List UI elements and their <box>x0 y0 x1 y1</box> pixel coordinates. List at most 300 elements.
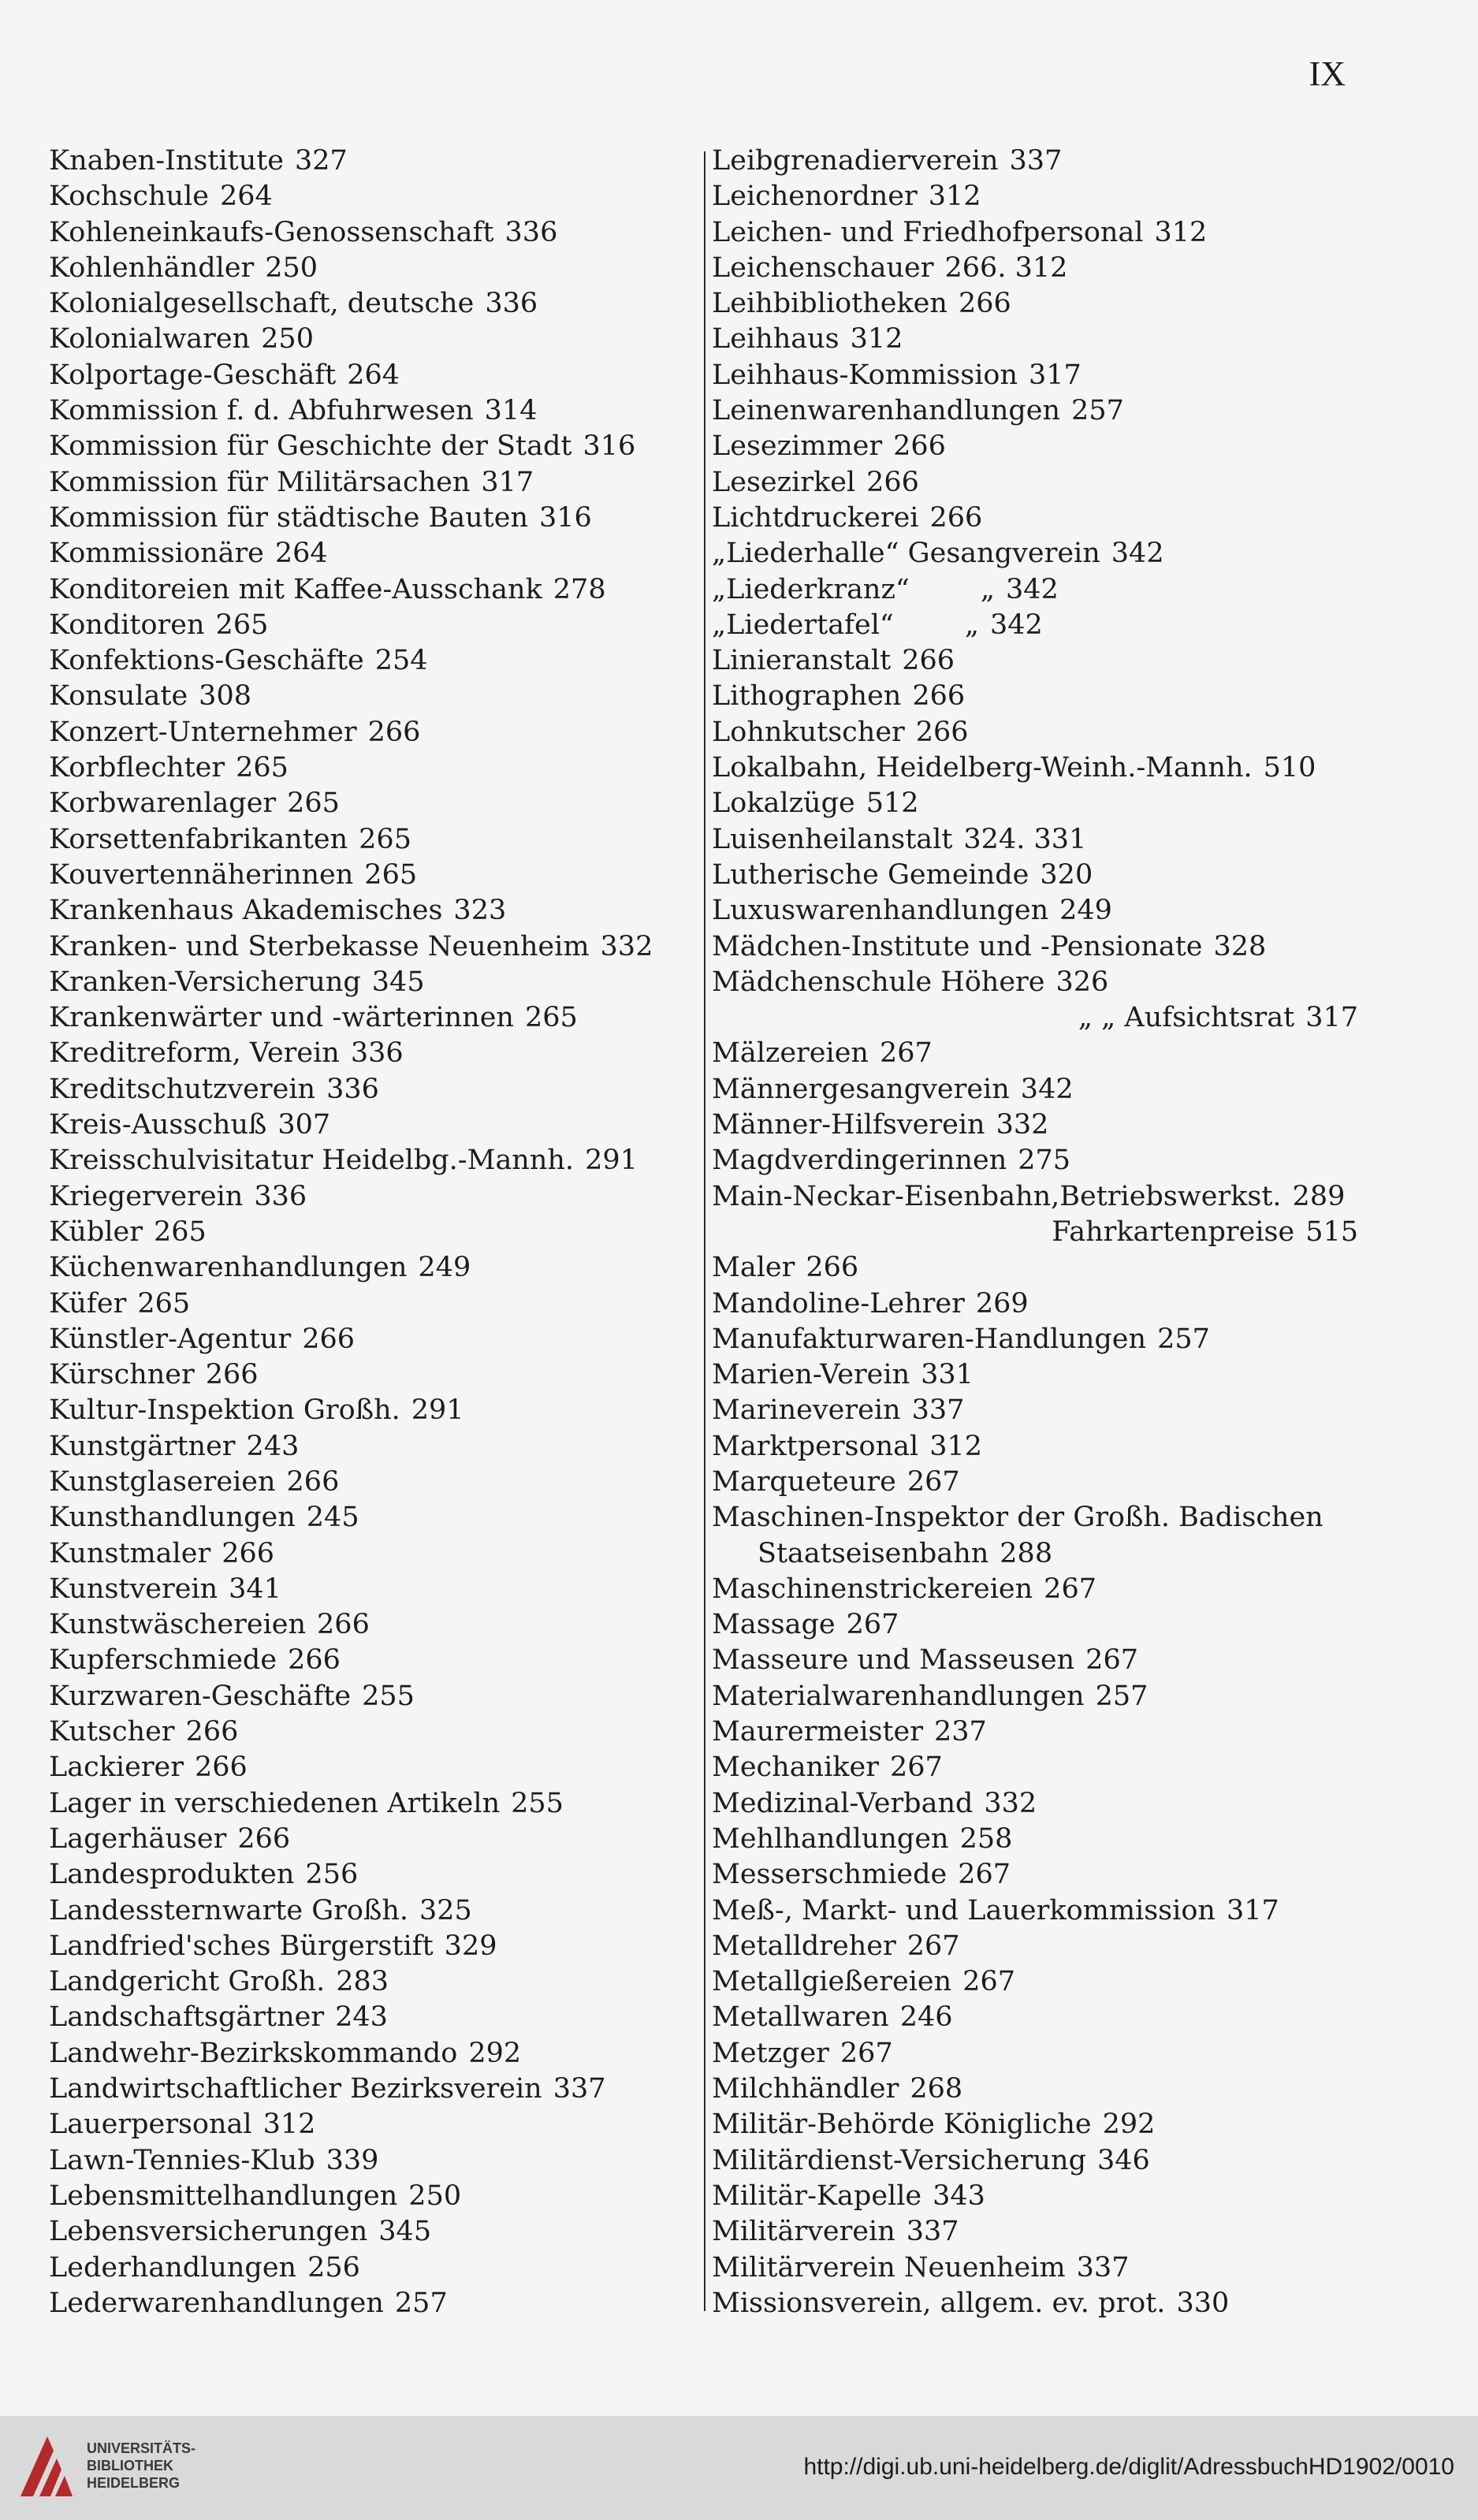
index-entry <box>49 608 695 643</box>
index-entry <box>49 1250 695 1286</box>
entry-page-number: 337 <box>553 2073 606 2105</box>
index-entry <box>712 358 1358 393</box>
index-entry <box>712 251 1358 286</box>
entry-title: Kultur-Inspektion Großh. <box>49 1394 400 1427</box>
entry-page-number: 266 <box>317 1609 370 1641</box>
entry-page-number: 325 <box>419 1894 472 1926</box>
entry-page-number: 342 <box>1020 1073 1074 1105</box>
index-entry <box>712 429 1358 464</box>
index-entry <box>712 1679 1358 1714</box>
entry-title: Marktpersonal <box>712 1430 919 1462</box>
index-entry <box>712 2179 1358 2214</box>
entry-page-number: 243 <box>335 2001 388 2034</box>
footer-bar <box>0 2416 1478 2520</box>
entry-title: Marineverein <box>712 1394 901 1427</box>
entry-page-number: 317 <box>1305 1002 1358 1034</box>
index-entry <box>49 1857 695 1893</box>
entry-page-number: 254 <box>374 645 428 677</box>
entry-page-number: 267 <box>907 1465 960 1498</box>
index-entry <box>49 1929 695 1964</box>
left-index-column <box>49 143 695 2321</box>
index-entry <box>712 2214 1358 2250</box>
entry-title: Küchenwarenhandlungen <box>49 1252 408 1284</box>
index-entry <box>712 1536 1358 1572</box>
index-entry <box>712 2071 1358 2107</box>
index-entry <box>712 1857 1358 1893</box>
entry-page-number: 316 <box>539 501 592 534</box>
index-entry <box>49 929 695 965</box>
entry-page-number: 257 <box>1095 1680 1149 1712</box>
index-entry <box>49 2071 695 2107</box>
entry-title: Kommission für Geschichte der Stadt <box>49 430 572 463</box>
entry-title: Männergesangverein <box>712 1073 1010 1105</box>
index-entry <box>49 1679 695 1714</box>
entry-page-number: 345 <box>371 966 425 998</box>
entry-title: Kreditschutzverein <box>49 1073 316 1105</box>
index-entry <box>49 750 695 786</box>
entry-title: Landesprodukten <box>49 1859 295 1891</box>
entry-title: Lithographen <box>712 680 902 713</box>
index-entry <box>49 1286 695 1322</box>
index-entry <box>49 1000 695 1036</box>
index-entry <box>712 2000 1358 2035</box>
entry-page-number: 337 <box>911 1394 965 1427</box>
entry-page-number: 332 <box>600 930 653 962</box>
entry-page-number: 317 <box>1029 359 1082 391</box>
index-entry <box>49 1572 695 1607</box>
entry-title: Militärverein <box>712 2216 895 2248</box>
entry-title: Konzert-Unternehmer <box>49 716 357 748</box>
entry-title: Luxuswarenhandlungen <box>712 895 1049 927</box>
index-entry <box>49 2143 695 2179</box>
entry-title: Maschinen-Inspektor der Großh. Badischen <box>712 1502 1323 1534</box>
index-entry <box>49 215 695 251</box>
index-entry <box>49 1500 695 1535</box>
entry-title: Korbwarenlager <box>49 787 277 820</box>
entry-title: Künstler-Agentur <box>49 1323 292 1355</box>
entry-page-number: 515 <box>1305 1215 1358 1248</box>
entry-title: Metallwaren <box>712 2001 889 2034</box>
entry-title: Lagerhäuser <box>49 1822 227 1855</box>
entry-page-number: 266 <box>929 501 983 534</box>
index-entry <box>712 215 1358 251</box>
entry-page-number: 267 <box>1044 1573 1096 1605</box>
index-entry <box>49 2036 695 2071</box>
index-entry <box>49 251 695 286</box>
index-entry <box>712 286 1358 322</box>
entry-title: Lager in verschiedenen Artikeln <box>49 1787 501 1819</box>
index-entry <box>712 536 1358 571</box>
entry-title: Korbflechter <box>49 752 225 784</box>
entry-page-number: 256 <box>305 1859 359 1891</box>
library-name-line1: UNIVERSITÄTS- <box>87 2440 196 2456</box>
entry-page-number: 266 <box>286 1465 340 1498</box>
entry-title: Kolonialwaren <box>49 323 251 355</box>
index-entry <box>49 1357 695 1393</box>
entry-page-number: 336 <box>254 1180 307 1212</box>
index-entry <box>712 1465 1358 1500</box>
index-entry <box>712 2250 1358 2286</box>
entry-title: Lichtdruckerei <box>712 501 919 534</box>
entry-title: Lokalbahn, Heidelberg-Weinh.-Mannh. <box>712 752 1253 784</box>
entry-title: Masseure und Masseusen <box>712 1644 1075 1677</box>
entry-page-number: 330 <box>1176 2287 1230 2319</box>
entry-page-number: 326 <box>1055 966 1109 998</box>
entry-page-number: 258 <box>959 1822 1013 1855</box>
index-entry <box>49 1393 695 1428</box>
entry-title: Mälzereien <box>712 1037 869 1070</box>
entry-page-number: 343 <box>933 2179 985 2212</box>
entry-page-number: 267 <box>1085 1644 1138 1677</box>
index-entry <box>49 572 695 608</box>
index-entry <box>712 1215 1358 1250</box>
entry-page-number: 266 <box>902 645 955 677</box>
index-entry <box>712 501 1358 536</box>
index-entry <box>712 965 1358 1000</box>
index-entry <box>712 393 1358 429</box>
entry-page-number: 265 <box>524 1002 578 1034</box>
entry-title: Kunstmaler <box>49 1537 211 1569</box>
entry-page-number: 265 <box>359 823 411 855</box>
entry-page-number: 266 <box>915 716 969 748</box>
entry-title: Maurermeister <box>712 1716 923 1748</box>
entry-page-number: 329 <box>444 1930 497 1962</box>
index-entry <box>49 1786 695 1822</box>
entry-title: Fahrkartenpreise <box>1052 1215 1295 1248</box>
index-entry <box>49 1215 695 1250</box>
entry-title: Massage <box>712 1609 836 1641</box>
entry-title: Kommission für städtische Bauten <box>49 501 529 534</box>
entry-title: Kochschule <box>49 181 209 213</box>
page-number: IX <box>1309 54 1346 93</box>
entry-title: „ „ Aufsichtsrat <box>1078 1002 1295 1034</box>
entry-title: Lesezimmer <box>712 430 883 463</box>
index-entry <box>49 1143 695 1178</box>
entry-page-number: 257 <box>1157 1323 1210 1355</box>
entry-title: Metallgießereien <box>712 1966 952 1998</box>
index-entry <box>49 179 695 214</box>
entry-title: Mandoline-Lehrer <box>712 1287 965 1320</box>
entry-title: Kolonialgesellschaft, deutsche <box>49 288 475 320</box>
entry-page-number: 336 <box>504 216 558 248</box>
entry-title: Landfried'sches Bürgerstift <box>49 1930 434 1962</box>
index-entry <box>49 2000 695 2035</box>
entry-page-number: 250 <box>408 2179 462 2212</box>
entry-title: Kommission für Militärsachen <box>49 466 471 498</box>
library-logo-icon <box>16 2429 79 2507</box>
entry-page-number: 266 <box>205 1359 259 1391</box>
entry-title: Landwehr-Bezirkskommando <box>49 2037 458 2069</box>
entry-page-number: 307 <box>277 1109 331 1141</box>
index-entry <box>49 1322 695 1357</box>
entry-title: Konfektions-Geschäfte <box>49 645 364 677</box>
entry-page-number: 266 <box>185 1716 239 1748</box>
library-name <box>87 2440 195 2492</box>
index-entry <box>49 2107 695 2142</box>
index-entry <box>712 1393 1358 1428</box>
entry-title: Mädchen-Institute und -Pensionate <box>712 930 1203 962</box>
entry-page-number: 336 <box>485 288 538 320</box>
entry-page-number: 312 <box>928 181 981 213</box>
entry-title: Kohlenhändler <box>49 251 255 284</box>
entry-page-number: 249 <box>418 1252 471 1284</box>
index-entry <box>712 143 1358 179</box>
entry-page-number: 265 <box>153 1215 207 1248</box>
index-entry <box>49 1893 695 1929</box>
entry-title: Krankenwärter und -wärterinnen <box>49 1002 514 1034</box>
entry-title: Landgericht Großh. <box>49 1966 326 1998</box>
entry-page-number: 266. 312 <box>944 251 1068 284</box>
index-entry <box>49 643 695 679</box>
index-entry <box>712 1357 1358 1393</box>
entry-title: Lawn-Tennies-Klub <box>49 2144 315 2176</box>
entry-title: Kreditreform, Verein <box>49 1037 340 1070</box>
index-entry <box>49 1465 695 1500</box>
index-entry <box>49 1750 695 1785</box>
entry-title: Krankenhaus Akademisches <box>49 895 443 927</box>
index-entry <box>712 643 1358 679</box>
entry-title: Kunstgärtner <box>49 1430 236 1462</box>
index-entry <box>49 1536 695 1572</box>
index-entry <box>712 608 1358 643</box>
entry-page-number: 243 <box>246 1430 300 1462</box>
entry-title: Kutscher <box>49 1716 175 1748</box>
entry-page-number: 266 <box>912 680 966 713</box>
entry-title: Leichenordner <box>712 181 918 213</box>
index-entry <box>49 2214 695 2250</box>
index-entry <box>49 1643 695 1678</box>
entry-page-number: 264 <box>347 359 400 391</box>
right-index-column <box>712 143 1358 2321</box>
entry-page-number: 266 <box>806 1252 859 1284</box>
entry-page-number: 337 <box>906 2216 959 2248</box>
entry-title: Lackierer <box>49 1751 184 1784</box>
library-name-line2: BIBLIOTHEK <box>87 2458 173 2473</box>
entry-page-number: 250 <box>261 323 314 355</box>
entry-page-number: 331 <box>921 1359 974 1391</box>
entry-page-number: 278 <box>553 573 606 605</box>
entry-title: Militär-Behörde Königliche <box>712 2109 1092 2141</box>
entry-page-number: 266 <box>866 466 919 498</box>
index-entry <box>712 1714 1358 1750</box>
entry-title: Lesezirkel <box>712 466 856 498</box>
entry-page-number: 342 <box>1111 538 1164 570</box>
entry-title: Konditoreien mit Kaffee-Ausschank <box>49 573 542 605</box>
entry-page-number: 288 <box>1000 1537 1053 1569</box>
index-entry <box>49 1714 695 1750</box>
index-entry <box>712 1036 1358 1071</box>
index-entry <box>49 1036 695 1071</box>
index-entry <box>49 1607 695 1643</box>
entry-page-number: 275 <box>1018 1145 1071 1177</box>
index-entry <box>49 1429 695 1465</box>
index-entry <box>49 501 695 536</box>
index-entry <box>712 1500 1358 1535</box>
entry-title: Lederwarenhandlungen <box>49 2287 384 2319</box>
index-entry <box>712 715 1358 750</box>
index-entry <box>49 893 695 929</box>
index-entry <box>49 2250 695 2286</box>
entry-page-number: 345 <box>378 2216 432 2248</box>
index-entry <box>49 2286 695 2321</box>
index-entry <box>49 536 695 571</box>
entry-title: Kranken- und Sterbekasse Neuenheim <box>49 930 590 962</box>
index-entry <box>712 1107 1358 1143</box>
entry-page-number: 314 <box>484 395 538 427</box>
entry-page-number: 266 <box>222 1537 274 1569</box>
entry-page-number: 249 <box>1059 895 1112 927</box>
entry-page-number: 316 <box>583 430 636 463</box>
entry-title: Lohnkutscher <box>712 716 905 748</box>
entry-title: „Liederhalle“ Gesangverein <box>712 538 1100 570</box>
entry-title: Manufakturwaren-Handlungen <box>712 1323 1147 1355</box>
index-entry <box>49 322 695 357</box>
entry-title: Leichen- und Friedhofpersonal <box>712 216 1144 248</box>
entry-page-number: 337 <box>1076 2251 1130 2284</box>
entry-page-number: 320 <box>1040 858 1093 891</box>
entry-title: Landwirtschaftlicher Bezirksverein <box>49 2073 542 2105</box>
entry-title: „Liedertafel“ <box>712 609 894 641</box>
entry-title: Leihbibliotheken <box>712 288 947 320</box>
entry-page-number: 336 <box>326 1073 379 1105</box>
entry-title: Kunstwäschereien <box>49 1609 307 1641</box>
entry-page-number: 327 <box>295 145 348 177</box>
index-entry <box>712 1929 1358 1964</box>
entry-title: Leihhaus-Kommission <box>712 359 1018 391</box>
entry-title: Leichenschauer <box>712 251 934 284</box>
entry-title: Kreisschulvisitatur Heidelbg.-Mannh. <box>49 1145 575 1177</box>
entry-page-number: 346 <box>1096 2144 1150 2176</box>
entry-title: Landessternwarte Großh. <box>49 1894 409 1926</box>
entry-page-number: 265 <box>236 752 289 784</box>
entry-title: Korsettenfabrikanten <box>49 823 348 855</box>
entry-title: Landschaftsgärtner <box>49 2001 325 2034</box>
index-entry <box>712 679 1358 714</box>
entry-page-number: 266 <box>302 1323 356 1355</box>
entry-page-number: 312 <box>1154 216 1208 248</box>
entry-page-number: 237 <box>934 1716 987 1748</box>
entry-title: Leibgrenadierverein <box>712 145 999 177</box>
entry-title: Lokalzüge <box>712 787 855 820</box>
entry-page-number: 245 <box>306 1502 359 1534</box>
entry-page-number: 308 <box>199 680 251 713</box>
entry-page-number: 266 <box>195 1751 248 1784</box>
entry-title: Konsulate <box>49 680 188 713</box>
entry-page-number: 264 <box>219 181 273 213</box>
entry-page-number: 512 <box>866 787 919 820</box>
entry-page-number: 265 <box>364 858 418 891</box>
entry-title: Kriegerverein <box>49 1180 244 1212</box>
ditto-mark: „ <box>964 609 979 641</box>
index-entry <box>49 465 695 501</box>
entry-page-number: 267 <box>958 1859 1011 1891</box>
index-entry <box>712 893 1358 929</box>
index-entry <box>49 858 695 893</box>
entry-title: Militärdienst-Versicherung <box>712 2144 1086 2176</box>
index-entry <box>712 2143 1358 2179</box>
index-entry <box>712 1750 1358 1785</box>
index-entry <box>712 2036 1358 2071</box>
index-entry <box>49 1072 695 1107</box>
index-entry <box>712 572 1358 608</box>
entry-title: Kohleneinkaufs-Genossenschaft <box>49 216 494 248</box>
index-entry <box>712 1000 1358 1036</box>
entry-title: Mechaniker <box>712 1751 879 1784</box>
entry-page-number: 328 <box>1213 930 1267 962</box>
entry-title: Lederhandlungen <box>49 2251 297 2284</box>
entry-title: Materialwarenhandlungen <box>712 1680 1085 1712</box>
entry-title: Kouvertennäherinnen <box>49 858 354 891</box>
index-entry <box>712 1072 1358 1107</box>
entry-title: Staatseisenbahn <box>758 1537 989 1569</box>
entry-page-number: 341 <box>229 1573 281 1605</box>
entry-title: Kübler <box>49 1215 143 1248</box>
index-entry <box>712 750 1358 786</box>
entry-title: Metzger <box>712 2037 829 2069</box>
index-entry <box>712 1643 1358 1678</box>
entry-page-number: 339 <box>326 2144 379 2176</box>
index-entry <box>712 322 1358 357</box>
entry-page-number: 268 <box>910 2073 963 2105</box>
entry-page-number: 257 <box>394 2287 448 2319</box>
index-entry <box>712 1893 1358 1929</box>
source-url-link[interactable]: http://digi.ub.uni-heidelberg.de/diglit/AdressbuchHD1902/0010 <box>803 2454 1454 2480</box>
entry-title: Kolportage-Geschäft <box>49 359 337 391</box>
entry-page-number: 312 <box>850 323 903 355</box>
entry-page-number: 337 <box>1009 145 1063 177</box>
index-entry <box>712 1822 1358 1857</box>
entry-title: Konditoren <box>49 609 205 641</box>
index-entry <box>49 715 695 750</box>
library-name-line3: HEIDELBERG <box>87 2475 181 2491</box>
entry-page-number: 510 <box>1263 752 1316 784</box>
index-entry <box>712 465 1358 501</box>
entry-title: Maler <box>712 1252 795 1284</box>
index-entry <box>49 965 695 1000</box>
index-entry <box>49 358 695 393</box>
entry-page-number: 256 <box>307 2251 360 2284</box>
entry-page-number: 267 <box>889 1751 943 1784</box>
index-entry <box>49 1107 695 1143</box>
entry-page-number: 255 <box>511 1787 564 1819</box>
index-entry <box>49 393 695 429</box>
index-entry <box>712 1143 1358 1178</box>
index-entry <box>49 822 695 858</box>
entry-title: Kranken-Versicherung <box>49 966 361 998</box>
entry-page-number: 332 <box>984 1787 1037 1819</box>
entry-page-number: 312 <box>929 1430 983 1462</box>
index-entry <box>49 1179 695 1215</box>
entry-title: Missionsverein, allgem. ev. prot. <box>712 2287 1166 2319</box>
entry-page-number: 257 <box>1071 395 1124 427</box>
index-entry <box>712 786 1358 821</box>
entry-title: Lutherische Gemeinde <box>712 858 1029 891</box>
index-entry <box>712 2286 1358 2321</box>
entry-title: Kurzwaren-Geschäfte <box>49 1680 352 1712</box>
entry-page-number: 264 <box>274 538 328 570</box>
entry-title: Lauerpersonal <box>49 2109 252 2141</box>
entry-title: Kupferschmiede <box>49 1644 277 1677</box>
entry-title: Küfer <box>49 1287 127 1320</box>
entry-page-number: 266 <box>958 288 1011 320</box>
entry-page-number: 255 <box>362 1680 415 1712</box>
entry-title: Kürschner <box>49 1359 195 1391</box>
index-entry <box>49 679 695 714</box>
entry-title: Meß-, Markt- und Lauerkommission <box>712 1894 1216 1926</box>
entry-page-number: 267 <box>907 1930 960 1962</box>
entry-title: Knaben-Institute <box>49 145 285 177</box>
entry-title: Leihhaus <box>712 323 840 355</box>
